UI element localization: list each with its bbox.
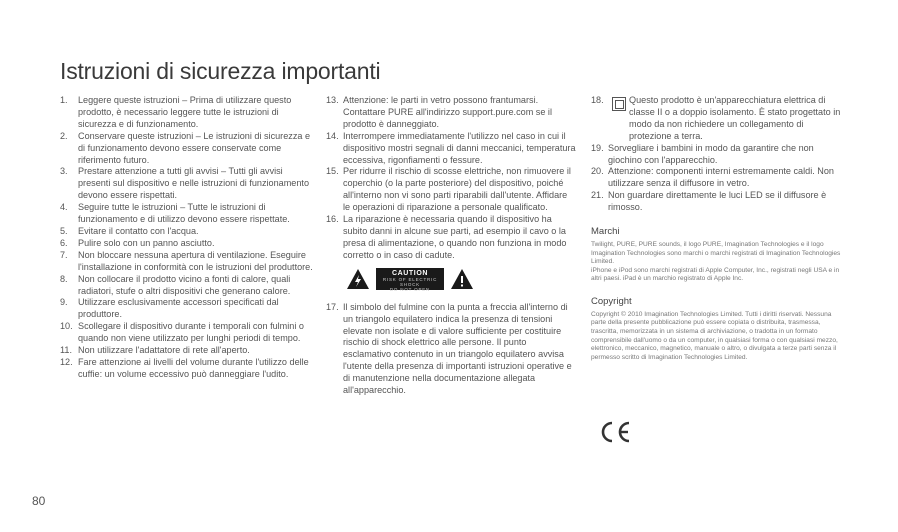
list-item: 3. Prestare attenzione a tutti gli avvisi – Tutti gli avvisi presenti sul dispositivo e nelle istruzioni di funzionamento devono essere rispettati. [60,166,310,201]
lightning-warning-icon [346,268,370,290]
list-item: 11. Non utilizzare l'adattatore di rete all'aperto. [60,345,250,356]
exclamation-warning-icon [450,268,474,290]
list-item: 17. Il simbolo del fulmine con la punta a freccia all'interno di un triangolo equilatero indica la presenza di tensioni elevate non isolate e di valore sufficiente per costituire rischio di shock elettrico alle persone. Il punto esclamativo contenuto in un triangolo equilatero avvisa l'utente della presenza di importanti istruzioni operative e di manutenzione nella documentazione allegata all'apparecchio. [326,301,572,396]
list-item: 2. Conservare queste istruzioni – Le istruzioni di sicurezza e di funzionamento devono essere conservate come riferimento futuro. [60,130,311,165]
list-item: 14. Interrompere immediatamente l'utilizzo nel caso in cui il dispositivo mostri segnali di danni meccanici, temperatura eccessiva, rigonfiamenti o fessure. [326,130,576,165]
column-3 [591,95,841,362]
ce-mark-icon [598,420,632,444]
list-item: 5. Evitare il contatto con l'acqua. [60,225,199,236]
trademarks-heading: Marchi [591,226,620,238]
list-item: 19. Sorvegliare i bambini in modo da garantire che non giochino con l'apparecchio. [591,142,814,165]
list-item: 1. Leggere queste istruzioni – Prima di utilizzare questo prodotto, è necessario leggere tutte le istruzioni di sicurezza e di funzionamento. [60,95,292,129]
list-item: 9. Utilizzare esclusivamente accessori specificati dal produttore. [60,297,279,320]
list-item: 16. La riparazione è necessaria quando il dispositivo ha subito danni in alcune sue parti, ad esempio il cavo o la presa di alimentazione, o quando non funziona in modo corretto o in caso di cadute. [326,214,567,260]
list-item: 8. Non collocare il prodotto vicino a fonti di calore, quali radiatori, stufe o altri dispositivi che generano calore. [60,273,291,296]
trademarks-text: Twilight, PURE, PURE sounds, il logo PURE, Imagination Technologies e il logo Imagination Technologies sono marchi o marchi registrati di Imagination Technologies Limited. [591,240,841,266]
list-item: 10. Scollegare il dispositivo durante i temporali con fulmini o quando non viene utilizzato per lunghi periodi di tempo. [60,321,304,344]
caution-label [346,268,576,290]
copyright-text: Copyright © 2010 Imagination Technologies Limited. Tutti i diritti riservati. Nessuna parte della presente pubblicazione può essere copiata o distribuita, trasmessa, trascritta, memorizzata in un sistema di archiviazione, o tradotta in un formato comprensibile dall'uomo o da un computer, in qualsiasi forma o con qualsiasi mezzo, elettronico, meccanico, magnetico, manuale o altro, o divulgata a terze parti senza il permesso scritto di Imagination Technologies Limited. [591,310,838,361]
list-item: 15. Per ridurre il rischio di scosse elettriche, non rimuovere il coperchio (o la parte posteriore) del dispositivo, poiché all'interno non vi sono parti riparabili dall'utente. Affidare le operazioni di riparazione a personale qualificato. [326,166,571,213]
page-number: 80 [32,494,46,508]
list-item: 20. Attenzione: componenti interni estremamente caldi. Non utilizzare senza il diffusore in vetro. [591,166,834,189]
column-1 [60,95,313,381]
copyright-heading: Copyright [591,295,632,307]
column-2 [326,95,576,397]
list-item: 12. Fare attenzione ai livelli del volume durante l'utilizzo delle cuffie: un volume eccessivo può danneggiare l'udito. [60,356,309,379]
page-title: Istruzioni di sicurezza importanti [60,58,381,84]
list-item: 6. Pulire solo con un panno asciutto. [60,237,215,248]
list-item: 21. Non guardare direttamente le luci LED se il diffusore è rimosso. [591,190,827,213]
list-item: 13. Attenzione: le parti in vetro possono frantumarsi. Contattare PURE all'indirizzo support.pure.com se il prodotto è danneggiato. [326,95,552,129]
list-item: 18. Questo prodotto è un'apparecchiatura elettrica di classe II o a doppio isolamento. È stato progettato in modo da non richiedere un collegamento di protezione a terra. [591,95,841,141]
list-item: 7. Non bloccare nessuna apertura di ventilazione. Eseguire l'installazione in conformità con le istruzioni del produttore. [60,249,313,272]
list-item: 4. Seguire tutte le istruzioni – Tutte le istruzioni di funzionamento e di utilizzo devono essere rispettate. [60,202,290,225]
class-ii-icon [612,97,626,111]
trademarks-text-apple: iPhone e iPod sono marchi registrati di Apple Computer, Inc., registrati negli USA e in altri paesi. iPad è un marchio registrato di Apple Inc. [591,266,840,283]
caution-box: CAUTION RISK OF ELECTRIC SHOCK DO NOT OPEN [376,268,444,290]
